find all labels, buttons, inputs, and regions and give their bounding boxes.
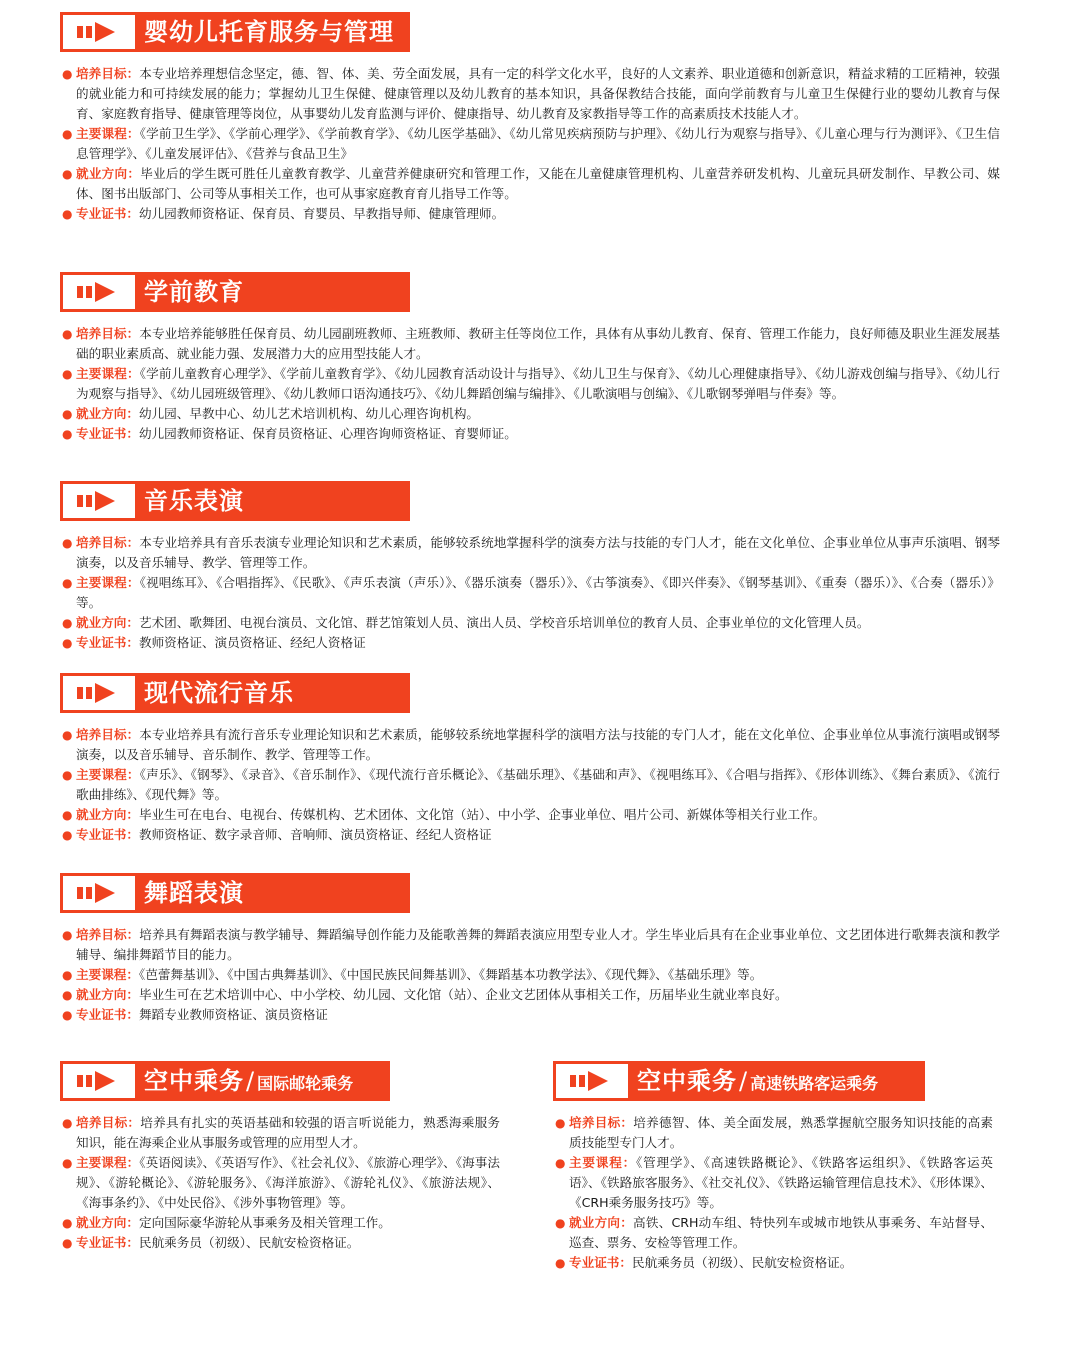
item-text: 本专业培养能够胜任保育员、幼儿园副班教师、主班教师、教研主任等岗位工作，具体有从事幼儿教育、保育、管理工作能力，良好师德及职业生涯发展基础的职业素质高、就业能力强、发展潜力大的应用型技能人才。 xyxy=(76,326,1001,361)
item-text: 舞蹈专业教师资格证、演员资格证 xyxy=(138,1007,328,1022)
list-item xyxy=(60,1113,500,1153)
item-text: 民航乘务员（初级）、民航安检资格证。 xyxy=(138,1235,360,1250)
item-label: 专业证书： xyxy=(76,827,139,842)
item-label: 培养目标： xyxy=(569,1115,634,1130)
bullet-dot-icon: ● xyxy=(62,67,73,81)
item-label: 就业方向： xyxy=(76,1215,139,1230)
list-item xyxy=(60,965,1000,985)
item-label: 专业证书： xyxy=(76,426,139,441)
item-text: 艺术团、歌舞团、电视台演员、文化馆、群艺馆策划人员、演出人员、学校音乐培训单位的教育人员、企事业单位的文化管理人员。 xyxy=(138,615,870,630)
section-banner xyxy=(60,873,410,913)
bullet-dot-icon: ● xyxy=(62,988,73,1002)
item-text: 《管理学》、《高速铁路概论》、《铁路客运组织》、《铁路客运英语》、《铁路旅客服务》、《社交礼仪》、《铁路运输管理信息技术》、《形体课》、《CRH乘务服务技巧》等。 xyxy=(569,1155,994,1210)
item-text: 幼儿园教师资格证、保育员、育婴员、早教指导师、健康管理师。 xyxy=(138,206,505,221)
item-label: 培养目标： xyxy=(76,727,140,742)
play-arrow-icon xyxy=(63,876,135,910)
section-subtitle: 高速铁路客运乘务 xyxy=(750,1074,879,1093)
list-item xyxy=(60,985,1000,1005)
list-item xyxy=(60,805,1000,825)
section-banner xyxy=(60,481,410,521)
list-item xyxy=(60,613,1000,633)
item-text: 幼儿园、早教中心、幼儿艺术培训机构、幼儿心理咨询机构。 xyxy=(138,406,479,421)
list-item xyxy=(553,1153,993,1213)
item-text: 幼儿园教师资格证、保育员资格证、心理咨询师资格证、育婴师证。 xyxy=(138,426,517,441)
item-label: 专业证书： xyxy=(569,1255,632,1270)
list-item xyxy=(60,404,1000,424)
item-text: 毕业生可在艺术培训中心、中小学校、幼儿园、文化馆（站）、企业文艺团体从事相关工作，历届毕业生就业率良好。 xyxy=(138,987,788,1002)
item-label: 专业证书： xyxy=(76,206,139,221)
play-arrow-icon xyxy=(63,15,135,49)
section-title: 音乐表演 xyxy=(144,487,244,515)
bullet-dot-icon: ● xyxy=(62,127,73,141)
bullet-dot-icon: ● xyxy=(62,367,73,381)
section-title: 学前教育 xyxy=(144,278,244,306)
section-title-main: 空中乘务 xyxy=(144,1067,244,1095)
list-item xyxy=(60,825,1000,845)
item-text: 《学前儿童教育心理学》、《学前儿童教育学》、《幼儿园教育活动设计与指导》、《幼儿卫生与保育》、《幼儿心理健康指导》、《幼儿游戏创编与指导》、《幼儿行为观察与指导》、《幼儿园班级管理》、《幼儿教师口语沟通技巧》、《幼儿舞蹈创编与编排》、《儿歌演唱与创编》、《儿歌钢琴弹唱与伴奏》等。 xyxy=(76,366,1001,401)
list-item xyxy=(60,1233,500,1253)
bullet-dot-icon: ● xyxy=(62,327,73,341)
section-dance-performance xyxy=(60,873,1000,1025)
list-item xyxy=(60,324,1000,364)
item-text: 《芭蕾舞基训》、《中国古典舞基训》、《中国民族民间舞基训》、《舞蹈基本功教学法》、《现代舞》、《基础乐理》等。 xyxy=(138,967,763,982)
list-item xyxy=(553,1213,993,1253)
list-item xyxy=(60,765,1000,805)
play-arrow-icon xyxy=(63,1064,135,1098)
item-text: 《视唱练耳》、《合唱指挥》、《民歌》、《声乐表演（声乐）》、《器乐演奏（器乐）》、《古筝演奏》、《即兴伴奏》、《钢琴基训》、《重奏（器乐）》、《合奏（器乐）》等。 xyxy=(76,575,1000,610)
bullet-dot-icon: ● xyxy=(62,167,73,181)
item-label: 专业证书： xyxy=(76,1235,139,1250)
list-item xyxy=(60,725,1000,765)
section-subtitle: 国际邮轮乘务 xyxy=(257,1074,354,1093)
section-title: 空中乘务/ 高速铁路客运乘务 xyxy=(637,1067,879,1095)
section-title-main: 空中乘务 xyxy=(637,1067,737,1095)
list-item xyxy=(553,1253,993,1273)
list-item xyxy=(60,1153,500,1213)
item-label: 培养目标： xyxy=(76,66,140,81)
list-item xyxy=(60,573,1000,613)
bullet-dot-icon: ● xyxy=(62,536,73,550)
item-text: 高铁、CRH动车组、特快列车或城市地铁从事乘务、车站督导、巡查、票务、安检等管理工作。 xyxy=(569,1215,993,1250)
list-item xyxy=(60,424,1000,444)
bullet-dot-icon: ● xyxy=(62,407,73,421)
item-label: 培养目标： xyxy=(76,326,140,341)
section-cruise-attendant xyxy=(60,1061,500,1253)
item-text: 《英语阅读》、《英语写作》、《社会礼仪》、《旅游心理学》、《海事法规》、《游轮概论》、《游轮服务》、《海洋旅游》、《游轮礼仪》、《旅游法规》、《海事条约》、《中处民俗》、《涉外事物管理》等。 xyxy=(76,1155,500,1210)
item-label: 培养目标： xyxy=(76,927,140,942)
item-label: 主要课程： xyxy=(76,767,140,782)
list-item xyxy=(60,364,1000,404)
item-text: 定向国际豪华游轮从事乘务及相关管理工作。 xyxy=(138,1215,391,1230)
list-item xyxy=(60,64,1000,124)
list-item xyxy=(60,925,1000,965)
bullet-dot-icon: ● xyxy=(62,1116,73,1130)
item-label: 就业方向： xyxy=(76,987,139,1002)
bullet-dot-icon: ● xyxy=(555,1216,566,1230)
section-title: 舞蹈表演 xyxy=(144,879,244,907)
bullet-dot-icon: ● xyxy=(62,968,73,982)
list-item xyxy=(60,164,1000,204)
item-text: 《学前卫生学》、《学前心理学》、《学前教育学》、《幼儿医学基础》、《幼儿常见疾病预防与护理》、《幼儿行为观察与指导》、《儿童心理与行为测评》、《卫生信息管理学》、《儿童发展评估》、《营养与食品卫生》 xyxy=(76,126,1000,161)
item-label: 培养目标： xyxy=(76,535,140,550)
item-label: 就业方向： xyxy=(76,615,139,630)
item-label: 主要课程： xyxy=(569,1155,636,1170)
item-label: 主要课程： xyxy=(76,967,139,982)
item-label: 培养目标： xyxy=(76,1115,141,1130)
item-text: 本专业培养具有流行音乐专业理论知识和艺术素质，能够较系统地掌握科学的演唱方法与技能的专门人才，能在文化单位、企事业单位从事流行演唱或钢琴演奏，以及音乐辅导、音乐制作、教学、管理等工作。 xyxy=(76,727,1001,762)
list-item xyxy=(60,1005,1000,1025)
bullet-dot-icon: ● xyxy=(62,768,73,782)
item-label: 主要课程： xyxy=(76,366,140,381)
bullet-dot-icon: ● xyxy=(62,636,73,650)
item-text: 培养德智、体、美全面发展，熟悉掌握航空服务知识技能的高素质技能型专门人才。 xyxy=(569,1115,994,1150)
item-label: 专业证书： xyxy=(76,635,139,650)
list-item xyxy=(60,1213,500,1233)
bullet-dot-icon: ● xyxy=(62,207,73,221)
bullet-dot-icon: ● xyxy=(62,1236,73,1250)
play-arrow-icon xyxy=(556,1064,628,1098)
bullet-dot-icon: ● xyxy=(62,1156,73,1170)
item-label: 主要课程： xyxy=(76,126,140,141)
section-music-performance xyxy=(60,481,1000,653)
section-banner xyxy=(553,1061,925,1101)
list-item xyxy=(60,533,1000,573)
item-text: 本专业培养理想信念坚定，德、智、体、美、劳全面发展，具有一定的科学文化水平，良好的人文素养、职业道德和创新意识，精益求精的工匠精神，较强的就业能力和可持续发展的能力；掌握幼儿卫生保健、健康管理以及幼儿教育的基本知识，具备保教结合技能，面向学前教育与儿童卫生保健行业的婴幼儿教育与保育、家庭教育指导、健康管理等岗位，从事婴幼儿发育监测与评价、健康指导、幼儿教育及家教指导等工作的高素质技术技能人才。 xyxy=(76,66,1001,121)
bullet-dot-icon: ● xyxy=(62,928,73,942)
item-text: 培养具有舞蹈表演与教学辅导、舞蹈编导创作能力及能歌善舞的舞蹈表演应用型专业人才。学生毕业后具有在企业事业单位、文艺团体进行歌舞表演和教学辅导、编排舞蹈节目的能力。 xyxy=(76,927,1001,962)
item-label: 主要课程： xyxy=(76,575,140,590)
section-banner xyxy=(60,673,410,713)
list-item xyxy=(60,633,1000,653)
item-label: 专业证书： xyxy=(76,1007,139,1022)
section-banner xyxy=(60,272,410,312)
item-text: 教师资格证、演员资格证、经纪人资格证 xyxy=(138,635,366,650)
item-text: 毕业后的学生既可胜任儿童教育教学、儿童营养健康研究和管理工作，又能在儿童健康管理机构、儿童营养研发机构、儿童玩具研发制作、早教公司、媒体、图书出版部门、公司等从事相关工作，也可从事家庭教育育儿指导工作等。 xyxy=(76,166,1001,201)
section-pop-music xyxy=(60,673,1000,845)
list-item xyxy=(60,124,1000,164)
section-title: 现代流行音乐 xyxy=(144,679,294,707)
section-title: 空中乘务/ 国际邮轮乘务 xyxy=(144,1067,354,1095)
item-label: 就业方向： xyxy=(569,1215,634,1230)
section-title: 婴幼儿托育服务与管理 xyxy=(144,18,394,46)
section-preschool xyxy=(60,272,1000,444)
item-label: 就业方向： xyxy=(76,166,141,181)
bullet-dot-icon: ● xyxy=(62,576,73,590)
play-arrow-icon xyxy=(63,275,135,309)
bullet-dot-icon: ● xyxy=(62,616,73,630)
bullet-dot-icon: ● xyxy=(62,1008,73,1022)
list-item xyxy=(60,204,1000,224)
section-infant-care xyxy=(60,12,1000,224)
bullet-dot-icon: ● xyxy=(62,1216,73,1230)
item-label: 主要课程： xyxy=(76,1155,140,1170)
item-text: 民航乘务员（初级）、民航安检资格证。 xyxy=(631,1255,853,1270)
play-arrow-icon xyxy=(63,676,135,710)
bullet-dot-icon: ● xyxy=(62,808,73,822)
section-banner xyxy=(60,12,410,52)
bullet-dot-icon: ● xyxy=(62,728,73,742)
play-arrow-icon xyxy=(63,484,135,518)
bullet-dot-icon: ● xyxy=(62,427,73,441)
item-text: 本专业培养具有音乐表演专业理论知识和艺术素质，能够较系统地掌握科学的演奏方法与技能的专门人才，能在文化单位、企事业单位从事声乐演唱、钢琴演奏，以及音乐辅导、教学、管理等工作。 xyxy=(76,535,1001,570)
bullet-dot-icon: ● xyxy=(555,1156,566,1170)
item-text: 教师资格证、数字录音师、音响师、演员资格证、经纪人资格证 xyxy=(138,827,492,842)
list-item xyxy=(553,1113,993,1153)
item-text: 毕业生可在电台、电视台、传媒机构、艺术团体、文化馆（站）、中小学、企事业单位、唱片公司、新媒体等相关行业工作。 xyxy=(138,807,826,822)
bullet-dot-icon: ● xyxy=(62,828,73,842)
item-text: 《声乐》、《钢琴》、《录音》、《音乐制作》、《现代流行音乐概论》、《基础乐理》、《基础和声》、《视唱练耳》、《合唱与指挥》、《形体训练》、《舞台素质》、《流行歌曲排练》、《现代舞》等。 xyxy=(76,767,1000,802)
item-text: 培养具有扎实的英语基础和较强的语言听说能力，熟悉海乘服务知识，能在海乘企业从事服务或管理的应用型人才。 xyxy=(76,1115,501,1150)
bullet-dot-icon: ● xyxy=(555,1256,566,1270)
section-banner xyxy=(60,1061,390,1101)
item-label: 就业方向： xyxy=(76,406,139,421)
bullet-dot-icon: ● xyxy=(555,1116,566,1130)
section-rail-attendant xyxy=(553,1061,993,1273)
item-label: 就业方向： xyxy=(76,807,139,822)
